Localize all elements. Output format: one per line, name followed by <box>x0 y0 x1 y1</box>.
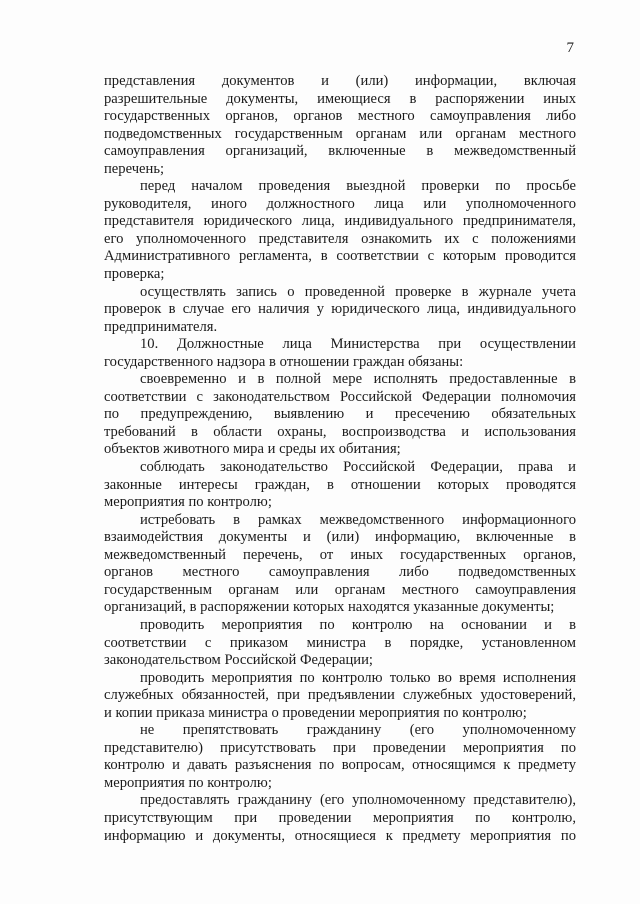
text-line: мероприятия по контролю; <box>104 774 272 791</box>
text-line: проверок в случае его наличия у юридического лица, индивидуального <box>104 301 576 318</box>
text-line: Административного регламента, в соответствии с которым проводится <box>104 248 576 265</box>
text-line: не препятствовать гражданину (его уполномоченному <box>140 722 576 739</box>
text-line: государственным органам или органам местного самоуправления <box>104 581 576 598</box>
text-line: информацию и документы, относящиеся к предмету мероприятия по <box>104 827 576 844</box>
text-line: государственного надзора в отношении граждан обязаны: <box>104 353 464 370</box>
text-line: истребовать в рамках межведомственного информационного <box>140 511 576 528</box>
text-line: требований в области охраны, воспроизводства и использования <box>104 423 576 440</box>
text-line: мероприятия по контролю; <box>104 494 272 511</box>
text-line: служебных обязанностей, при предъявлении служебных удостоверений, <box>104 687 576 704</box>
text-line: разрешительные документы, имеющиеся в распоряжении иных <box>104 90 576 107</box>
text-line: объектов животного мира и среды их обитания; <box>104 441 401 458</box>
text-line: контролю и давать разъяснения по вопросам, относящимся к предмету <box>104 757 576 774</box>
text-line: перечень; <box>104 160 165 177</box>
text-line: его уполномоченного представителя ознакомить их с положениями <box>104 230 576 247</box>
text-line: государственных органов, органов местного самоуправления либо <box>104 108 576 125</box>
text-line: органов местного самоуправления либо подведомственных <box>104 564 576 581</box>
text-line: организаций, в распоряжении которых находятся указанные документы; <box>104 599 555 616</box>
page-number: 7 <box>566 40 574 56</box>
text-line: присутствующим при проведении мероприятия по контролю, <box>104 809 576 826</box>
text-line: соблюдать законодательство Российской Федерации, права и <box>140 459 576 476</box>
text-line: и копии приказа министра о проведении мероприятия по контролю; <box>104 704 527 721</box>
text-line: предоставлять гражданину (его уполномоченному представителю), <box>140 792 576 809</box>
text-line: самоуправления организаций, включенные в межведомственный <box>104 143 576 160</box>
text-line: проверка; <box>104 266 165 283</box>
text-line: подведомственных государственным органам или органам местного <box>104 125 576 142</box>
text-line: межведомственный перечень, от иных государственных органов, <box>104 546 576 563</box>
text-line: взаимодействия документы и (или) информацию, включенные в <box>104 529 576 546</box>
text-line: осуществлять запись о проведенной проверке в журнале учета <box>140 283 576 300</box>
text-line: соответствии с приказом министра в порядке, установленном <box>104 634 576 651</box>
text-line: представителя юридического лица, индивидуального предпринимателя, <box>104 213 576 230</box>
text-line: законные интересы граждан, в отношении которых проводятся <box>104 476 576 493</box>
text-line: по предупреждению, выявлению и пресечению обязательных <box>104 406 576 423</box>
text-line: представителю) присутствовать при проведении мероприятия по <box>104 739 576 756</box>
text-line: 10. Должностные лица Министерства при осуществлении <box>140 336 576 353</box>
text-line: законодательством Российской Федерации; <box>104 652 373 669</box>
text-line: представления документов и (или) информации, включая <box>104 73 576 89</box>
text-line: проводить мероприятия по контролю на основании и в <box>140 616 576 633</box>
text-line: соответствии с законодательством Российской Федерации полномочия <box>104 388 576 405</box>
text-line: своевременно и в полной мере исполнять предоставленные в <box>140 371 576 388</box>
text-line: перед началом проведения выездной проверки по просьбе <box>140 178 576 195</box>
text-line: руководителя, иного должностного лица или уполномоченного <box>104 195 576 212</box>
text-line: предпринимателя. <box>104 318 218 335</box>
text-line: проводить мероприятия по контролю только во время исполнения <box>140 669 576 686</box>
document-body <box>104 73 576 845</box>
